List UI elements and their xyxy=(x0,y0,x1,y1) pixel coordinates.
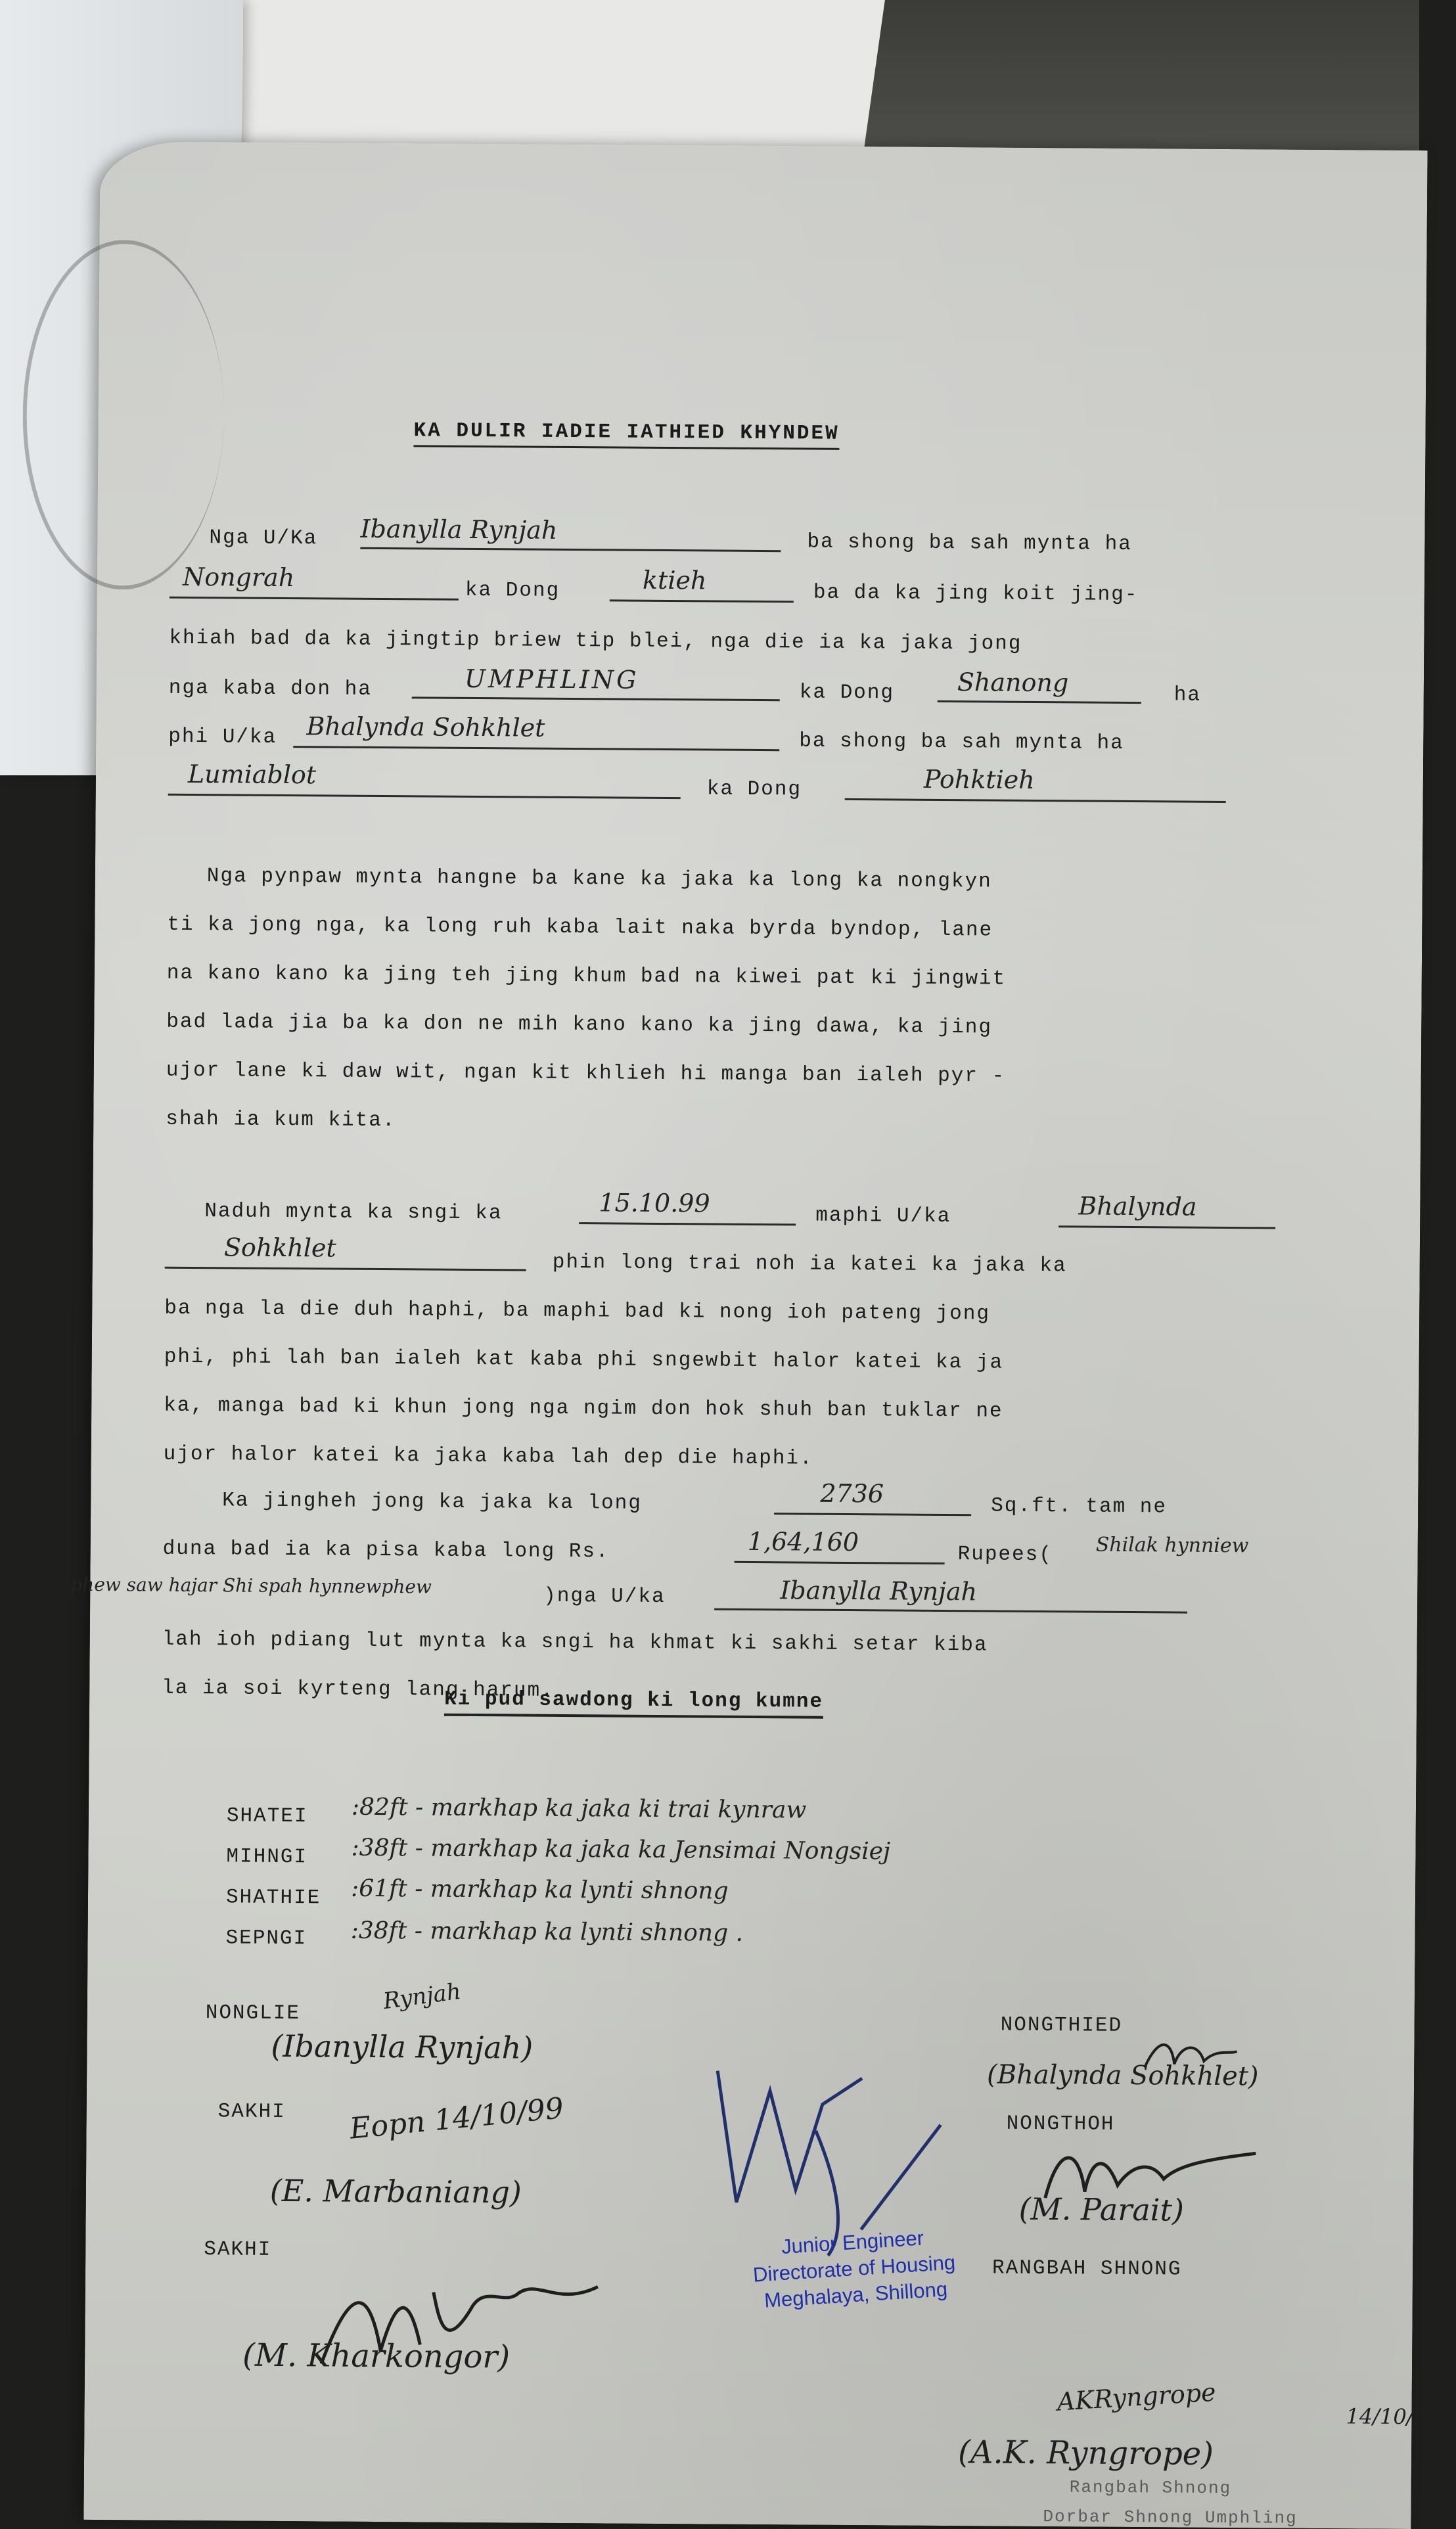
document-page xyxy=(70,141,1441,2529)
seller-signature: Rynjah xyxy=(381,1978,463,2015)
stamp-line2: Directorate of Housing xyxy=(752,2250,957,2287)
sakhi1-signature: Eopn 14/10/99 xyxy=(348,2091,566,2146)
boundary-dir-shatei: SHATEI xyxy=(226,1804,308,1829)
headman-name: (A.K. Ryngrope) xyxy=(957,2434,1214,2472)
buyer-signature-name: (Bhalynda Sohkhlet) xyxy=(986,2059,1259,2092)
dong3-field: Pohktieh xyxy=(923,764,1035,794)
blank-line xyxy=(774,1513,971,1516)
blank-line xyxy=(845,798,1226,803)
p2-line: ti ka jong nga, ka long ruh kaba lait naka byrda byndop, lane xyxy=(167,913,993,942)
boundary-text-mihngi: :38ft - markhap ka jaka ka Jensimai Nongsiej xyxy=(351,1834,891,1865)
amount-words-b: phew saw hajar Shi spah hynnewphew xyxy=(70,1573,432,1598)
p2-line: Nga pynpaw mynta hangne ba kane ka jaka ka long ka nongkyn xyxy=(206,865,992,894)
sale-date-field: 15.10.99 xyxy=(599,1188,710,1218)
blank-line xyxy=(579,1222,796,1225)
p1-line5-post: ba shong ba sah mynta ha xyxy=(799,729,1124,755)
p1-line1-post: ba shong ba sah mynta ha xyxy=(807,530,1133,556)
p1-line3: khiah bad da ka jingtip briew tip blei, nga die ia ka jaka jong xyxy=(169,626,1022,656)
boundary-text-sepngi: :38ft - markhap ka lynti shnong . xyxy=(350,1917,744,1947)
p1-line6-mid: ka Dong xyxy=(706,777,802,802)
p1-line4-post: ha xyxy=(1173,683,1202,707)
boundary-dir-mihngi: MIHNGI xyxy=(226,1845,308,1869)
p3-line1-mid: maphi U/ka xyxy=(815,1204,951,1229)
blank-line xyxy=(714,1608,1187,1614)
blank-line xyxy=(360,547,781,552)
boundary-text-shathie: :61ft - markhap ka lynti shnong xyxy=(350,1875,729,1905)
headman-date: 14/10/99 xyxy=(1346,2404,1441,2430)
blank-line xyxy=(293,746,779,751)
p4-line2-post: Rupees( xyxy=(957,1543,1053,1567)
p1-line5-pre: phi U/ka xyxy=(168,725,277,749)
document-title: KA DULIR IADIE IATHIED KHYNDEW xyxy=(413,419,839,450)
p1-line1-pre: Nga U/Ka xyxy=(209,526,318,551)
sakhi2-name: (M. Kharkongor) xyxy=(242,2336,511,2376)
p2-line: shah ia kum kita. xyxy=(166,1107,396,1133)
seal-arc xyxy=(22,239,225,590)
buyer-name-field: Bhalynda Sohkhlet xyxy=(306,712,545,742)
blank-line xyxy=(165,1267,526,1271)
place2-field: UMPHLING xyxy=(464,664,639,695)
blank-line xyxy=(168,794,681,799)
sakhi1-label: SAKHI xyxy=(217,2100,286,2124)
boundary-dir-shathie: SHATHIE xyxy=(225,1886,321,1910)
headman-stamp-line2: Dorbar Shnong Umphling xyxy=(1043,2507,1298,2528)
p3-line: ka, manga bad ki khun jong nga ngim don hok shuh ban tuklar ne xyxy=(164,1394,1003,1423)
blank-line xyxy=(938,700,1141,704)
blank-line xyxy=(1058,1225,1275,1229)
p4-line3-post: )nga U/ka xyxy=(543,1584,666,1609)
place1-field: Nongrah xyxy=(182,562,295,593)
stamp-line1: Junior Engineer xyxy=(781,2226,924,2258)
seller-receipt-name: Ibanylla Rynjah xyxy=(780,1576,978,1606)
amount-field: 1,64,160 xyxy=(747,1526,859,1557)
background-card xyxy=(206,0,885,158)
seller-name-field: Ibanylla Rynjah xyxy=(360,514,558,545)
p4-line5: la ia soi kyrteng lang harum. xyxy=(162,1676,555,1702)
p4-line2-pre: duna bad ia ka pisa kaba long Rs. xyxy=(162,1537,610,1564)
dong1-field: ktieh xyxy=(642,565,707,595)
p1-line2-mid: ka Dong xyxy=(465,578,560,603)
p2-line: na kano kano ka jing teh jing khum bad na kiwei pat ki jingwit xyxy=(166,961,1007,991)
p4-line1-pre: Ka jingheh jong ka jaka ka long xyxy=(222,1489,643,1515)
area-field: 2736 xyxy=(820,1478,884,1509)
nongthied-label: NONGTHIED xyxy=(1000,2013,1123,2038)
p1-line2-post: ba da ka jing koit jing- xyxy=(813,581,1139,607)
p3-line: ba nga la die duh haphi, ba maphi bad ki nong ioh pateng jong xyxy=(164,1296,991,1326)
p4-line1-post: Sq.ft. tam ne xyxy=(991,1494,1168,1519)
sakhi1-name: (E. Marbaniang) xyxy=(269,2172,522,2210)
rangbah-label: RANGBAH SHNONG xyxy=(991,2256,1182,2281)
buyer-last-field: Sohkhlet xyxy=(223,1233,336,1263)
p4-line4: lah ioh pdiang lut mynta ka sngi ha khmat ki sakhi setar kiba xyxy=(162,1628,988,1657)
boundary-text-shatei: :82ft - markhap ka jaka ki trai kynraw xyxy=(351,1793,807,1824)
p3-line2-post: phin long trai noh ia katei ka jaka ka xyxy=(552,1250,1067,1278)
p3-line: phi, phi lah ban ialeh kat kaba phi sngewbit halor katei ka ja xyxy=(164,1345,1004,1375)
blank-line xyxy=(735,1561,945,1564)
headman-signature: AKRyngrope xyxy=(1056,2377,1217,2417)
p3-line1-pre: Naduh mynta ka sngi ka xyxy=(204,1200,503,1225)
nongthoh-label: NONGTHOH xyxy=(1006,2112,1115,2136)
seller-signature-name: (Ibanylla Rynjah) xyxy=(271,2028,534,2066)
p2-line: bad lada jia ba ka don ne mih kano kano ka jing dawa, ka jing xyxy=(166,1010,993,1039)
p1-line4-mid: ka Dong xyxy=(799,681,895,705)
sakhi2-label: SAKHI xyxy=(204,2238,272,2262)
boundary-dir-sepngi: SEPNGI xyxy=(225,1926,307,1951)
place3-field: Lumiablot xyxy=(187,759,317,790)
blank-line xyxy=(610,599,794,603)
buyer-first-field: Bhalynda xyxy=(1078,1191,1197,1221)
writer-name: (M. Parait) xyxy=(1018,2191,1185,2228)
nonglie-label: NONGLIE xyxy=(205,2001,301,2026)
p1-line4-pre: nga kaba don ha xyxy=(168,676,373,701)
blank-line xyxy=(412,696,780,701)
stamp-line3: Meghalaya, Shillong xyxy=(763,2277,948,2312)
amount-words-a: Shilak hynniew xyxy=(1095,1533,1249,1558)
p2-line: ujor lane ki daw wit, ngan kit khlieh hi manga ban ialeh pyr - xyxy=(166,1059,1006,1088)
boundaries-title: Ki pud sawdong ki long kumne xyxy=(444,1688,823,1719)
headman-stamp-line1: Rangbah Shnong xyxy=(1069,2477,1232,2499)
dong2-field: Shanong xyxy=(957,668,1069,698)
p3-line: ujor halor katei ka jaka kaba lah dep die haphi. xyxy=(163,1442,813,1470)
blank-line xyxy=(170,597,459,601)
